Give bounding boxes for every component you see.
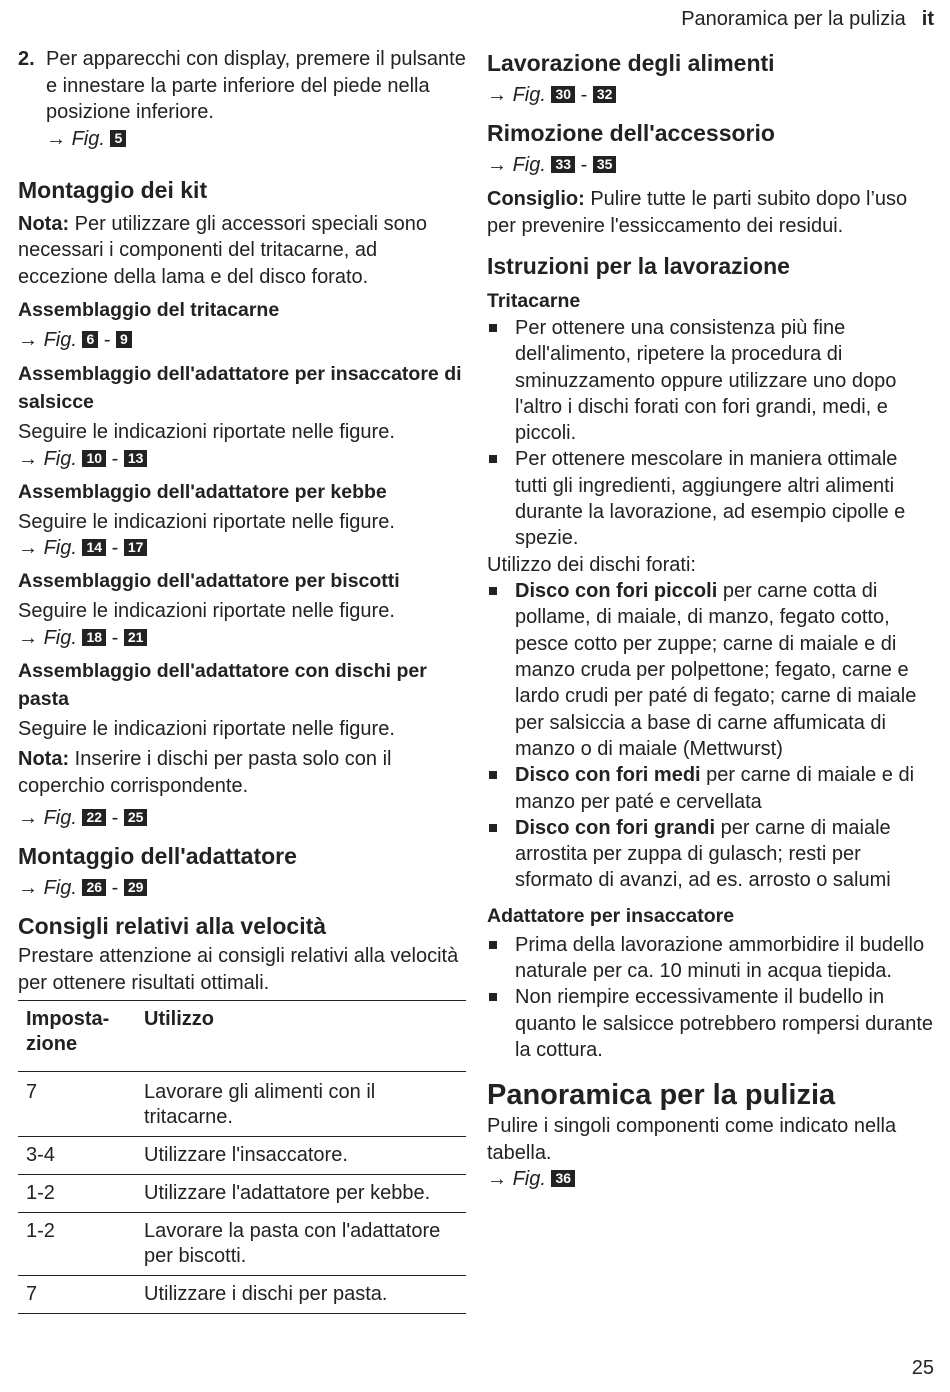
table-cell-use: Lavorare gli alimenti con il tritacarne. [144, 1081, 376, 1128]
heading-velocita: Consigli relativi alla velocità [18, 913, 327, 939]
list-item: Non riempire eccessivamente il budello in quanto le salsicce potrebbero rompersi durante la cottura. [487, 984, 935, 1063]
list-item: Disco con fori medi per carne di maiale e di manzo per paté e cervellata [487, 762, 935, 815]
table-cell-setting: 7 [26, 1283, 38, 1305]
table-row [18, 1175, 466, 1213]
table-row [18, 1276, 466, 1314]
fig-ref: → Fig. 10 - 13 [18, 446, 466, 472]
bullet-square-icon [489, 993, 497, 1001]
bullet-square-icon [489, 587, 497, 595]
text-salsicce: Seguire le indicazioni riportate nelle figure. [18, 421, 395, 443]
list-item: Disco con fori piccoli per carne cotta di pollame, di maiale, di manzo, fegato cotto, pesce cotto per zuppe; carne di maiale e di manzo cruda per polpettone; fegato, carne e lardo crudi per paté di fegato; carne di maiale per salsiccia a base di carne affumicata di manzo o di maiale (Mettwurst) [487, 578, 935, 762]
page-number: 25 [911, 1357, 934, 1379]
note-pasta: Nota: Inserire i dischi per pasta solo con il coperchio corrispondente. [18, 748, 392, 797]
bullet-square-icon [489, 324, 497, 332]
heading-tritacarne-instr: Tritacarne [487, 290, 581, 312]
fig-ref: → Fig. 30 - 32 [487, 82, 935, 108]
right-column [487, 46, 935, 1192]
table-cell-setting: 7 [26, 1081, 38, 1103]
heading-tritacarne: Assemblaggio del tritacarne [18, 299, 280, 321]
table-cell-use: Lavorare la pasta con l'adattatore per biscotti. [144, 1220, 441, 1267]
table-row [18, 1072, 466, 1137]
fig-badge: 5 [110, 130, 126, 147]
text-velocita: Prestare attenzione ai consigli relativi alla velocità per ottenere risultati ottimali. [18, 945, 459, 994]
bullet-square-icon [489, 824, 497, 832]
table-cell-use: Utilizzare l'adattatore per kebbe. [144, 1182, 431, 1204]
table-row [18, 1213, 466, 1276]
text-biscotti: Seguire le indicazioni riportate nelle figure. [18, 600, 395, 622]
table-cell-use: Utilizzare l'insaccatore. [144, 1144, 348, 1166]
heading-montaggio-adattatore: Montaggio dell'adattatore [18, 843, 297, 869]
heading-montaggio-kit: Montaggio dei kit [18, 176, 208, 203]
heading-lavorazione: Lavorazione degli alimenti [487, 50, 775, 76]
fig-ref: → Fig. 18 - 21 [18, 625, 466, 651]
table-cell-use: Utilizzare i dischi per pasta. [144, 1283, 388, 1305]
fig-ref: → Fig. 22 - 25 [18, 805, 466, 831]
bullet-square-icon [489, 455, 497, 463]
tip-label: Consiglio: [487, 188, 585, 210]
left-column [18, 46, 466, 1314]
step-number: 2. [18, 48, 35, 70]
fig-ref: → Fig. 36 [487, 1166, 935, 1192]
heading-salsicce: Assemblaggio dell'adattatore per insaccatore di salsicce [18, 363, 462, 413]
table-cell-setting: 1-2 [26, 1220, 55, 1242]
fig-ref: → Fig. 33 - 35 [487, 152, 935, 178]
heading-rimozione: Rimozione dell'accessorio [487, 120, 775, 146]
dischi-intro: Utilizzo dei dischi forati: [487, 553, 696, 576]
text-pulizia: Pulire i singoli componenti come indicato nella tabella. [487, 1115, 897, 1164]
note-label: Nota: [18, 212, 70, 235]
text-kebbe: Seguire le indicazioni riportate nelle figure. [18, 510, 395, 533]
bullet-square-icon [489, 941, 497, 949]
bullet-square-icon [489, 771, 497, 779]
header-section-title: Panoramica per la pulizia [681, 8, 906, 30]
list-item: Per ottenere mescolare in maniera ottimale tutti gli ingredienti, aggiungere altri alimenti durante la lavorazione, ad esempio cipolle e spezie. [487, 446, 935, 551]
text-pasta: Seguire le indicazioni riportate nelle figure. [18, 717, 395, 740]
step-2 [18, 46, 466, 152]
fig-ref: → Fig. 26 - 29 [18, 875, 466, 901]
tritacarne-bullets [487, 315, 935, 552]
note-kit: Nota: Per utilizzare gli accessori speciali sono necessari i componenti del tritacarne, ad eccezione della lama e del disco forato. [18, 212, 428, 288]
heading-pasta: Assemblaggio dell'adattatore con dischi per pasta [18, 659, 427, 710]
header-language: it [921, 8, 934, 30]
note-label: Nota: [18, 748, 70, 770]
page-header [681, 8, 934, 31]
insaccatore-bullets [487, 932, 935, 1063]
heading-pulizia: Panoramica per la pulizia [487, 1079, 836, 1112]
list-item: Disco con fori grandi per carne di maiale arrostita per zuppa di gulasch; resti per sformato di avanzi, ad es. arrosto o salumi [487, 815, 935, 894]
fig-ref: → Fig. 14 - 17 [18, 535, 466, 561]
tip-consiglio: Consiglio: Pulire tutte le parti subito dopo l’uso per prevenire l'essiccamento dei residui. [487, 188, 908, 237]
table-row [18, 1137, 466, 1175]
step-text: Per apparecchi con display, premere il pulsante e innestare la parte inferiore del piede nella posizione inferiore. [46, 48, 466, 123]
heading-biscotti: Assemblaggio dell'adattatore per biscotti [18, 570, 400, 592]
heading-istruzioni: Istruzioni per la lavorazione [487, 253, 790, 279]
speed-table [18, 1000, 466, 1314]
table-cell-setting: 3-4 [26, 1144, 55, 1166]
fig-ref: → Fig. 6 - 9 [18, 327, 466, 353]
list-item: Prima della lavorazione ammorbidire il budello naturale per ca. 10 minuti in acqua tiepida. [487, 932, 935, 985]
heading-insaccatore: Adattatore per insaccatore [487, 904, 735, 927]
heading-kebbe: Assemblaggio dell'adattatore per kebbe [18, 480, 387, 503]
table-header-use: Utilizzo [144, 1008, 214, 1030]
list-item: Per ottenere una consistenza più fine dell'alimento, ripetere la procedura di sminuzzamento oppure utilizzare uno dopo l'altro i dischi forati con fori grandi, medi, e piccoli. [487, 315, 935, 446]
dischi-list [487, 578, 935, 894]
table-header-row [18, 1001, 466, 1072]
fig-ref: → Fig. 5 [46, 126, 466, 152]
table-header-setting: Imposta-zione [26, 1008, 110, 1055]
table-cell-setting: 1-2 [26, 1182, 55, 1204]
